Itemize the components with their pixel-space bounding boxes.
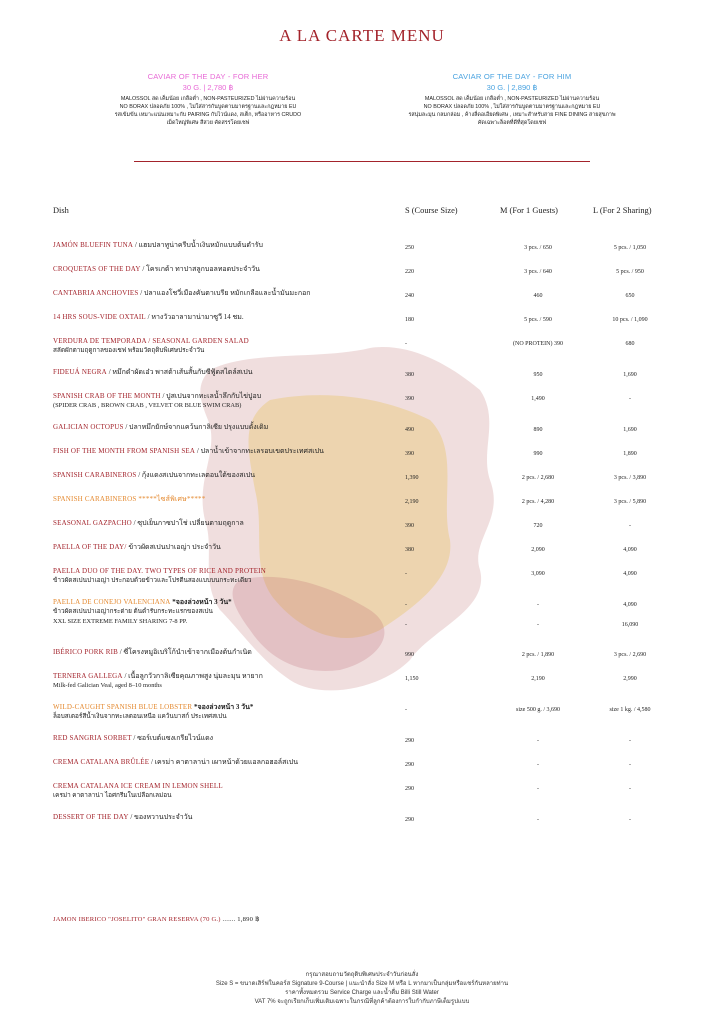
menu-item-row: [0, 647, 724, 671]
price-size-l: [580, 760, 680, 770]
footer-line: กรุณาสอบถามวัตถุดิบพิเศษประจำวันก่อนสั่ง: [305, 972, 419, 978]
price-size-s-value: 220: [405, 269, 414, 275]
dish-name: GALICIAN OCTOPUS: [53, 423, 124, 431]
dish-name: CREMA CATALANA ICE CREAM IN LEMON SHELL: [53, 782, 223, 790]
price-size-m: [488, 650, 588, 660]
price-size-s: [405, 545, 475, 555]
price-size-m-value: 460: [533, 293, 543, 299]
dish-name: PAELLA OF THE DAY/: [53, 543, 127, 551]
price-size-m: [488, 784, 588, 794]
price-size-l: [580, 674, 680, 684]
price-size-s: [405, 267, 475, 277]
caviar-her-desc-line: เม็ดใหญ่พิเศษ สีสวย คัดสรรโดยเชฟ: [166, 120, 250, 126]
price-size-l-value: 1,890: [623, 451, 637, 457]
menu-item-row: [0, 702, 724, 733]
price-size-s-value: 1,390: [405, 475, 419, 481]
dish-name: 14 HRS SOUS-VIDE OXTAIL: [53, 313, 146, 321]
price-size-l-value: 4,090: [623, 602, 637, 608]
dish-name: SPANISH CARABINEROS: [53, 471, 137, 479]
dish-name: WILD-CAUGHT SPANISH BLUE LOBSTER: [53, 703, 193, 711]
price-size-l: [580, 315, 680, 325]
price-size-s: [405, 736, 475, 746]
dish-subtitle: Milk-fed Galician Veal, aged 8–10 months: [53, 682, 162, 689]
dish-name: PAELLA DUO OF THE DAY. TWO TYPES OF RICE AND PROTEIN: [53, 567, 266, 575]
menu-item-row: [0, 812, 724, 839]
price-size-l-value: 5 pcs. / 950: [616, 269, 644, 275]
dish-cell: [53, 566, 413, 586]
dish-title-line: [53, 391, 413, 401]
footer-line: Size S = ขนาดเสิร์ฟในคอร์ส Signature 9-Course | แนะนำสั่ง Size M หรือ L หากมาเป็นกลุ่มหรือแชร์กันหลายท่าน: [215, 981, 509, 987]
price-size-s: [405, 473, 475, 483]
caviar-him-title: CAVIAR OF THE DAY - FOR HIM: [452, 72, 572, 81]
menu-item-row: [0, 446, 724, 470]
dish-title-line: [53, 812, 413, 822]
menu-table-header: [0, 206, 724, 220]
dish-description: / เครม่า คาตาลาน่า เผาหน้าด้วยแอลกอฮอล์สเปน: [149, 758, 298, 766]
price-size-s: [405, 339, 475, 349]
price-size-l-value: -: [629, 523, 631, 529]
price-size-s-value: 490: [405, 427, 414, 433]
dish-cell: [53, 781, 413, 801]
dish-cell: [53, 264, 413, 274]
price-size-l-value: 3 pcs. / 3,890: [613, 475, 647, 481]
menu-item-row: [0, 518, 724, 542]
price-size-l: [580, 243, 680, 253]
header-size-m: M (For 1 Guests): [500, 206, 558, 215]
price-size-s-value: 390: [405, 523, 414, 529]
price-size-m: [488, 473, 588, 483]
price-size-l-value: 1,690: [623, 372, 637, 378]
price-size-s-value: 990: [405, 652, 414, 658]
price-size-m: [488, 569, 588, 579]
dish-cell: [53, 312, 413, 322]
header-size-l: L (For 2 Sharing): [593, 206, 652, 215]
jamon-price: ....... 1,890 ฿: [220, 916, 260, 923]
dish-description: / ซุปเย็นกาซปาโช่ เปลี่ยนตามฤดูกาล: [131, 519, 244, 527]
dish-cell: [53, 597, 413, 627]
price-size-l-value-xxl: 16,090: [621, 622, 639, 628]
price-size-l: [580, 650, 680, 660]
caviar-him-desc-line: MALOSSOL สด เค็มน้อย เกลือต่ำ , NON-PASTEURIZED ไม่ผ่านความร้อน: [424, 96, 600, 102]
footer-line: ราคาทั้งหมดรวม Service Charge และน้ำดื่ม Billi Still Water: [285, 990, 439, 996]
price-size-m-value: 890: [533, 427, 543, 433]
price-size-s-value: 390: [405, 396, 414, 402]
dish-name: RED SANGRIA SORBET: [53, 734, 132, 742]
price-size-l: [580, 705, 680, 715]
dish-title-line: [53, 367, 413, 377]
price-size-l: [580, 473, 680, 483]
price-size-s-value: 380: [405, 372, 414, 378]
price-size-s: [405, 815, 475, 825]
price-size-s-value: 250: [405, 245, 414, 251]
price-size-l-value: 650: [625, 293, 635, 299]
header-size-s: S (Course Size): [405, 206, 458, 215]
dish-cell: [53, 422, 413, 432]
caviar-him-desc-line: รสนุ่มละมุน กลมกล่อม , ค้างลี่ดอเอียดพิเศษ , เหมาะสำหรับสาย FINE DINING สายสุขภาพ: [408, 112, 616, 118]
menu-item-row: [0, 671, 724, 702]
price-size-l: [580, 267, 680, 277]
price-size-s-value: 290: [405, 738, 414, 744]
dish-cell: [53, 288, 413, 298]
price-size-s: [405, 449, 475, 459]
price-size-m: [488, 291, 588, 301]
dish-title-line: [53, 566, 413, 576]
dish-subtitle: ข้าวผัดสเปนปาเอญ่า ประกอบด้วยข้าวและโปรตีนสองแบบบนกระทะเดียว: [53, 577, 252, 584]
dish-cell: [53, 494, 413, 504]
price-size-m: [488, 370, 588, 380]
menu-item-row: [0, 566, 724, 597]
price-size-s: [405, 497, 475, 507]
dish-name: CANTABRIA ANCHOVIES: [53, 289, 139, 297]
dish-name: FISH OF THE MONTH FROM SPANISH SEA: [53, 447, 196, 455]
caviar-him-description: [362, 95, 662, 127]
price-size-l-value: 5 pcs. / 1,050: [613, 245, 647, 251]
dish-title-line: [53, 757, 413, 767]
price-size-l: [580, 449, 680, 459]
dish-description: / หมึกดำผัดเอ๋ว พาสต้าเส้นสั้นกับซีฟู้ดสไตล์สเปน: [106, 368, 253, 376]
price-size-l: [580, 736, 680, 746]
menu-item-row: [0, 757, 724, 781]
dish-title-line: [53, 336, 413, 346]
price-size-s-value: 180: [405, 317, 414, 323]
dish-description: / กุ้งแดงสเปนจากทะเลตอนใต้ของสเปน: [136, 471, 256, 479]
price-size-m-value: 2,190: [531, 676, 545, 682]
dish-description: / ซอร์เบต์แซงเกรียไวน์แดง: [131, 734, 214, 742]
price-size-l: [580, 815, 680, 825]
menu-item-row: [0, 336, 724, 367]
price-size-s: [405, 600, 475, 630]
dish-description: / หางวัวอาลามาน่ามาซูวี 14 ชม.: [145, 313, 244, 321]
dish-title-line: [53, 702, 413, 712]
price-size-l-value: -: [629, 762, 631, 768]
price-size-s-value: -: [405, 602, 407, 608]
dish-title-line: [53, 542, 413, 552]
price-size-m-value: 2 pcs. / 2,680: [521, 475, 555, 481]
price-size-s-value: 240: [405, 293, 414, 299]
caviar-her-title: CAVIAR OF THE DAY - FOR HER: [147, 72, 269, 81]
price-size-s: [405, 760, 475, 770]
caviar-her-desc-line: MALOSSOL สด เค็มน้อย เกลือต่ำ , NON-PASTEURIZED ไม่ผ่านความร้อน: [120, 96, 296, 102]
price-size-s-value: -: [405, 707, 407, 713]
price-size-m-value: (NO PROTEIN) 390: [513, 341, 563, 347]
price-size-m: [488, 545, 588, 555]
price-size-m-value: -: [537, 786, 539, 792]
dish-subtitle: ล็อบสเตอร์สีน้ำเงินจากทะเลตอนเหนือ แคว้นบาสก์ ประเทศสเปน: [53, 713, 227, 720]
menu-item-row: [0, 597, 724, 647]
price-size-s: [405, 674, 475, 684]
dish-description: / ซี่โครงหมูอิเบริโก้นำเข้าจากเมืองต้นกำเนิด: [118, 648, 252, 656]
dish-description: / ปลาแองโชวี่เมืองคันตาเบรีย หมักเกลือและน้ำมันมะกอก: [138, 289, 311, 297]
price-size-l-value: -: [629, 738, 631, 744]
price-size-l-value: 1,690: [623, 427, 637, 433]
dish-subtitle: เครม่า คาตาลาน่า ไอศกรีมในเปลือกเลม่อน: [53, 792, 172, 799]
price-size-l-value: size 1 kg. / 4,580: [609, 707, 651, 713]
dish-description: / ปูสเปนจากทะเลน้ำลึกกับไข่ปูอบ: [160, 392, 262, 400]
price-size-l: [580, 600, 680, 630]
dish-name: TERNERA GALLEGA: [53, 672, 123, 680]
price-size-m: [488, 449, 588, 459]
price-size-l-value: 3 pcs. / 2,690: [613, 652, 647, 658]
menu-item-row: [0, 264, 724, 288]
dish-title-line: [53, 597, 413, 607]
advance-booking-note: *จองล่วงหน้า 3 วัน*: [192, 703, 254, 711]
dish-title-line: [53, 422, 413, 432]
dish-title-line: [53, 518, 413, 528]
price-size-l-value: 4,090: [623, 571, 637, 577]
menu-item-row: [0, 542, 724, 566]
price-size-m: [488, 600, 588, 630]
menu-footer-notes: [0, 971, 724, 1007]
price-size-s: [405, 650, 475, 660]
price-size-s-value: 390: [405, 451, 414, 457]
dish-name: VERDURA DE TEMPORADA / SEASONAL GARDEN SALAD: [53, 337, 249, 345]
caviar-her-block: [58, 72, 358, 127]
price-size-m-value: 720: [533, 523, 543, 529]
dish-description: / ปลาหมึกยักษ์จากแคว้นกาลิเซีย ปรุงแบบดั้งเดิม: [123, 423, 269, 431]
dish-title-line: [53, 733, 413, 743]
price-size-m-value: 3 pcs. / 640: [524, 269, 552, 275]
dish-cell: [53, 542, 413, 552]
dish-name: JAMÓN BLUEFIN TUNA: [53, 241, 134, 249]
menu-item-row: [0, 494, 724, 518]
price-size-l-value: 3 pcs. / 5,890: [613, 499, 647, 505]
dish-title-line: [53, 446, 413, 456]
jamon-iberico-special: [53, 915, 259, 923]
caviar-him-price: 30 G. | 2,890 ฿: [486, 83, 538, 92]
caviar-her-desc-line: รสเข้มข้น เหมาะแน่นเหมาะกับ PAIRING กับไวน์แดง, สเต็ก, หรืออาหาร CRUDO: [114, 112, 302, 118]
price-size-m: [488, 674, 588, 684]
price-size-m-value: -: [537, 817, 539, 823]
price-size-s-value: 380: [405, 547, 414, 553]
menu-item-row: [0, 312, 724, 336]
header-dish: Dish: [53, 206, 69, 215]
dish-description: ข้าวผัดสเปนปาเอญ่า ประจำวัน: [126, 543, 221, 551]
price-size-l-value: -: [629, 786, 631, 792]
price-size-s: [405, 521, 475, 531]
menu-item-row: [0, 240, 724, 264]
dish-title-line: [53, 312, 413, 322]
price-size-m-value: 950: [533, 372, 543, 378]
price-size-s: [405, 569, 475, 579]
caviar-him-desc-line: NO BORAX ปลอดภัย 100% , ไม่ใส่สารกันบูดตามมาตรฐานและกฎหมาย EU: [423, 104, 601, 110]
dish-cell: [53, 647, 413, 657]
price-size-s: [405, 705, 475, 715]
price-size-m-value: -: [537, 602, 539, 608]
price-size-l: [580, 339, 680, 349]
dish-cell: [53, 391, 413, 411]
advance-booking-note: *จองล่วงหน้า 3 วัน*: [170, 598, 232, 606]
dish-cell: [53, 446, 413, 456]
jamon-name: JAMON IBERICO "JOSELITO" GRAN RESERVA (70 G.): [53, 916, 221, 923]
dish-name: SPANISH CARABINEROS: [53, 495, 137, 503]
price-size-l: [580, 394, 680, 404]
price-size-l: [580, 497, 680, 507]
dish-cell: [53, 671, 413, 691]
dish-description: *****ไซส์พิเศษ*****: [136, 495, 206, 503]
price-size-l: [580, 784, 680, 794]
dish-subtitle: (SPIDER CRAB , BROWN CRAB , VELVET OR BLUE SWIM CRAB): [53, 402, 242, 409]
dish-name: FIDEUÁ NEGRA: [53, 368, 107, 376]
price-size-m-value: 2 pcs. / 4,280: [521, 499, 555, 505]
price-size-s: [405, 394, 475, 404]
dish-title-line: [53, 288, 413, 298]
price-size-m-value: -: [537, 762, 539, 768]
dish-cell: [53, 757, 413, 767]
price-size-m: [488, 425, 588, 435]
dish-title-line: [53, 671, 413, 681]
dish-title-line: [53, 494, 413, 504]
footer-line: VAT 7% จะถูกเรียกเก็บเพิ่มเติมเฉพาะในกรณีที่ลูกค้าต้องการใบกำกับภาษีเต็มรูปแบบ: [254, 999, 470, 1005]
dish-subtitle: XXL SIZE EXTREME FAMILY SHARING 7-8 PP.: [53, 618, 188, 625]
section-divider: [134, 161, 590, 162]
price-size-l-value: 2,990: [623, 676, 637, 682]
price-size-s-value: 290: [405, 762, 414, 768]
price-size-m-value: 3 pcs. / 650: [524, 245, 552, 251]
price-size-m-value: 990: [533, 451, 543, 457]
price-size-m: [488, 243, 588, 253]
dish-description: / โครเกต้า ทาปาสลูกบอลทอดประจำวัน: [140, 265, 260, 273]
menu-item-row: [0, 367, 724, 391]
price-size-l: [580, 545, 680, 555]
price-size-m: [488, 267, 588, 277]
dish-cell: [53, 336, 413, 356]
dish-description: / แฮมปลาทูน่าครีบน้ำเงินหมักแบบต้นตำรับ: [133, 241, 264, 249]
price-size-m: [488, 760, 588, 770]
caviar-her-desc-line: NO BORAX ปลอดภัย 100% , ไม่ใส่สารกันบูดตามมาตรฐานและกฎหมาย EU: [119, 104, 297, 110]
price-size-m-value: 1,490: [531, 396, 545, 402]
price-size-m-value: 2 pcs. / 1,890: [521, 652, 555, 658]
price-size-s: [405, 370, 475, 380]
dish-cell: [53, 470, 413, 480]
price-size-s: [405, 291, 475, 301]
price-size-l: [580, 569, 680, 579]
price-size-m: [488, 736, 588, 746]
price-size-s-value: -: [405, 571, 407, 577]
menu-item-row: [0, 470, 724, 494]
price-size-m-value: 5 pcs. / 590: [524, 317, 552, 323]
page-title: A LA CARTE MENU: [279, 26, 445, 45]
price-size-s: [405, 243, 475, 253]
price-size-m: [488, 815, 588, 825]
price-size-l: [580, 291, 680, 301]
caviar-her-description: [58, 95, 358, 127]
dish-title-line: [53, 264, 413, 274]
price-size-m-value: size 500 g. / 3,690: [516, 707, 560, 713]
dish-name: SPANISH CRAB OF THE MONTH: [53, 392, 161, 400]
dish-title-line: [53, 647, 413, 657]
price-size-s: [405, 315, 475, 325]
dish-name: DESSERT OF THE DAY: [53, 813, 129, 821]
dish-title-line: [53, 470, 413, 480]
price-size-m: [488, 315, 588, 325]
price-size-l: [580, 425, 680, 435]
price-size-s: [405, 784, 475, 794]
price-size-s: [405, 425, 475, 435]
price-size-m: [488, 339, 588, 349]
menu-item-row: [0, 391, 724, 422]
price-size-m-value: 2,090: [531, 547, 545, 553]
dish-name: IBÉRICO PORK RIB: [53, 648, 119, 656]
dish-cell: [53, 812, 413, 822]
price-size-l-value: 10 pcs. / 1,090: [612, 317, 648, 323]
caviar-her-price: 30 G. | 2,780 ฿: [182, 83, 234, 92]
dish-cell: [53, 518, 413, 528]
price-size-l-value: -: [629, 396, 631, 402]
price-size-l: [580, 370, 680, 380]
price-size-l-value: 4,090: [623, 547, 637, 553]
menu-item-row: [0, 781, 724, 812]
dish-name: CREMA CATALANA BRÛLÉE: [53, 758, 150, 766]
menu-item-row: [0, 733, 724, 757]
menu-item-row: [0, 422, 724, 446]
price-size-m-value: -: [537, 738, 539, 744]
dish-title-line: [53, 240, 413, 250]
dish-description: / ปลาน้ำเข้าจากทะเลรอบเขตประเทศสเปน: [195, 447, 324, 455]
price-size-m: [488, 497, 588, 507]
dish-name: PAELLA DE CONEJO VALENCIANA: [53, 598, 171, 606]
price-size-s-value: 1,150: [405, 676, 419, 682]
price-size-m-value-xxl: -: [537, 622, 539, 628]
price-size-l-value: 680: [625, 341, 635, 347]
dish-description: / ของหวานประจำวัน: [128, 813, 193, 821]
price-size-l-value: -: [629, 817, 631, 823]
dish-title-line: [53, 781, 413, 791]
price-size-s-value: -: [405, 341, 407, 347]
price-size-m: [488, 521, 588, 531]
dish-subtitle: สลัดผักตามฤดูกาลของเชฟ พร้อมวัตถุดิบพิเศษประจำวัน: [53, 347, 205, 354]
price-size-m: [488, 394, 588, 404]
price-size-s-value: 290: [405, 817, 414, 823]
dish-name: CROQUETAS OF THE DAY: [53, 265, 141, 273]
dish-cell: [53, 733, 413, 743]
dish-cell: [53, 240, 413, 250]
price-size-m: [488, 705, 588, 715]
dish-subtitle: ข้าวผัดสเปนปาเอญ่ากระต่าย ต้นตำรับกระทะแรกของสเปน: [53, 608, 213, 615]
price-size-s-value: 290: [405, 786, 414, 792]
price-size-s-value-xxl: -: [405, 622, 407, 628]
dish-description: / เนื้อลูกวัวกาลิเซียคุณภาพสูง นุ่มละมุน หายาก: [122, 672, 263, 680]
caviar-him-block: [362, 72, 662, 127]
caviar-him-desc-line: คัดเฉพาะล็อตที่ดีที่สุดโดยเชฟ: [477, 120, 547, 126]
dish-name: SEASONAL GAZPACHO: [53, 519, 132, 527]
dish-cell: [53, 702, 413, 722]
price-size-l: [580, 521, 680, 531]
price-size-s-value: 2,190: [405, 499, 419, 505]
menu-item-row: [0, 288, 724, 312]
dish-cell: [53, 367, 413, 377]
price-size-m-value: 3,090: [531, 571, 545, 577]
